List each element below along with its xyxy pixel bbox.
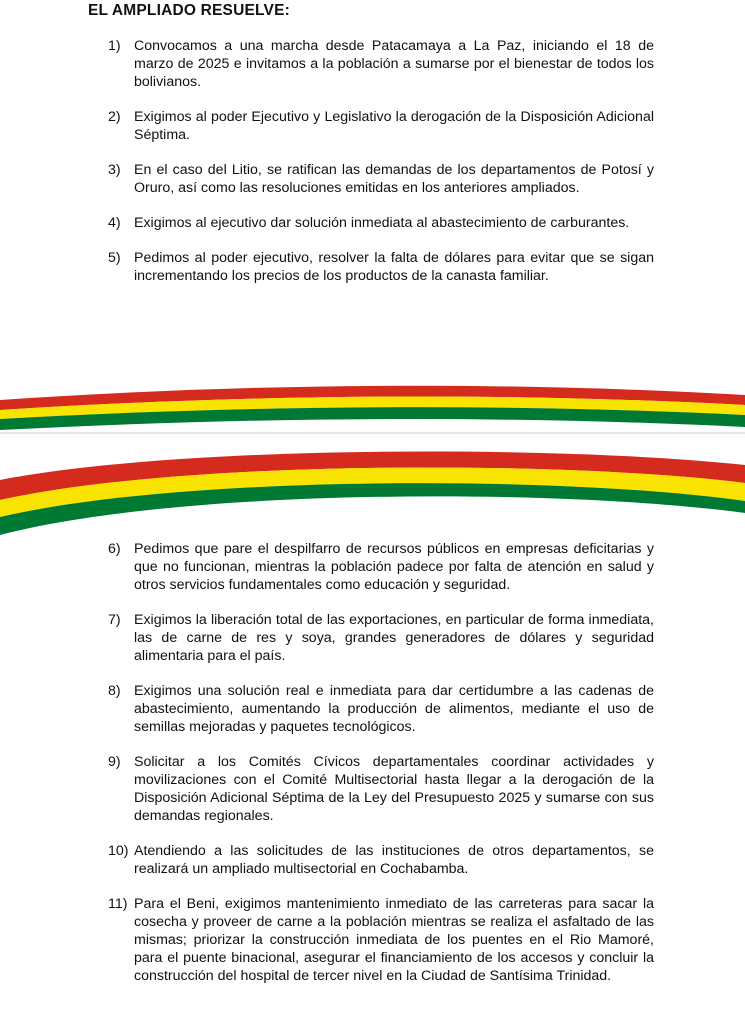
item-text: En el caso del Litio, se ratifican las demandas de los departamentos de Potosí y Oruro, así como las resoluciones emitidas en los anteriores ampliados. [134, 162, 654, 196]
item-number: 11) [108, 896, 128, 912]
resolution-item [108, 214, 654, 232]
item-number: 7) [108, 612, 121, 628]
item-text: Exigimos la liberación total de las exportaciones, en particular de forma inmediata, las de carne de res y soya, grandes generadores de dólares y seguridad alimentaria para el país. [134, 612, 654, 664]
item-text: Exigimos una solución real e inmediata para dar certidumbre a las cadenas de abastecimiento, aumentando la producción de alimentos, mediante el uso de semillas mejoradas y paquetes tecnológicos. [134, 683, 654, 735]
resolution-item [108, 682, 654, 736]
item-number: 3) [108, 162, 121, 178]
resolutions-list-top [108, 37, 654, 302]
item-text: Para el Beni, exigimos mantenimiento inmediato de las carreteras para sacar la cosecha y proveer de carne a la población mientras se realiza el asfaltado de las mismas; priorizar la construcción inmediata de los puentes en el Rio Mamoré, para el puente binacional, asegurar el financiamiento de los accesos y concluir la construcción del hospital de tercer nivel en la Ciudad de Santísima Trinidad. [134, 896, 654, 984]
item-number: 4) [108, 215, 121, 231]
bolivian-flag-ribbon [0, 355, 745, 540]
item-number: 5) [108, 250, 121, 266]
item-number: 8) [108, 683, 121, 699]
resolution-item [108, 611, 654, 665]
item-number: 6) [108, 541, 121, 557]
item-number: 10) [108, 843, 129, 859]
resolution-item [108, 108, 654, 144]
item-text: Exigimos al poder Ejecutivo y Legislativo la derogación de la Disposición Adicional Séptima. [134, 109, 654, 143]
resolution-item [108, 540, 654, 594]
resolution-item [108, 161, 654, 197]
item-number: 9) [108, 754, 121, 770]
resolution-item [108, 249, 654, 285]
item-text: Pedimos al poder ejecutivo, resolver la falta de dólares para evitar que se sigan incrementando los precios de los productos de la canasta familiar. [134, 250, 654, 284]
item-text: Convocamos a una marcha desde Patacamaya a La Paz, iniciando el 18 de marzo de 2025 e invitamos a la población a sumarse por el bienestar de todos los bolivianos. [134, 38, 654, 90]
item-number: 2) [108, 109, 121, 125]
item-text: Solicitar a los Comités Cívicos departamentales coordinar actividades y movilizaciones con el Comité Multisectorial hasta llegar a la derogación de la Disposición Adicional Séptima de la Ley del Presupuesto 2025 y sumarse con sus demandas regionales. [134, 754, 654, 824]
item-text: Pedimos que pare el despilfarro de recursos públicos en empresas deficitarias y que no funcionan, mientras la población padece por falta de atención en salud y otros servicios fundamentales como educación y seguridad. [134, 541, 654, 593]
item-text: Atendiendo a las solicitudes de las instituciones de otros departamentos, se realizará un ampliado multisectorial en Cochabamba. [134, 843, 654, 877]
resolution-item [108, 842, 654, 878]
resolutions-list-bottom [108, 540, 654, 1002]
item-number: 1) [108, 38, 121, 54]
resolution-item [108, 753, 654, 825]
resolution-item [108, 37, 654, 91]
resolution-item [108, 895, 654, 985]
document-heading: EL AMPLIADO RESUELVE: [88, 2, 290, 19]
item-text: Exigimos al ejecutivo dar solución inmediata al abastecimiento de carburantes. [134, 215, 630, 231]
